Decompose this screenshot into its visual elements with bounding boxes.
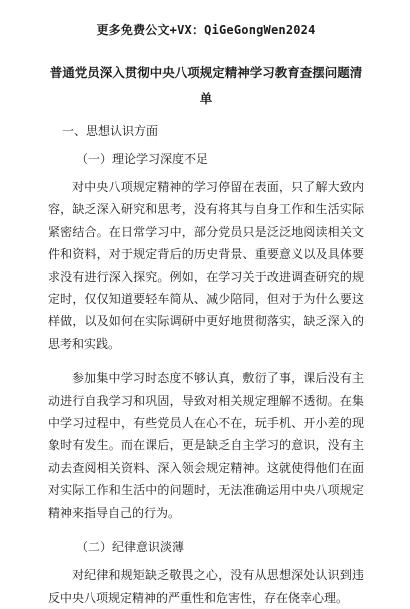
document-title: 普通党员深入贯彻中央八项规定精神学习教育查摆问题清单 (49, 65, 363, 106)
paragraph: 对纪律和规矩缺乏敬畏之心，没有从思想深处认识到违反中央八项规定精神的严重性和危害性，存在侥幸心理。 (48, 568, 364, 605)
paragraph: 参加集中学习时态度不够认真，敷衍了事，课后没有主动进行自我学习和巩固，导致对相关规定理解不透彻。在集中学习过程中，有些党员人在心不在，玩手机、开小差的现象时有发生。而在课后，更是缺乏自主学习的意识，没有主动去查阅相关资料、深入领会规定精神。这就使得他们在面对实际工作和生活中的问题时，无法准确运用中央八项规定精神来指导自己的行为。 (48, 371, 364, 520)
subsection-heading: （二）纪律意识淡薄 (76, 540, 185, 555)
paragraph: 对中央八项规定精神的学习停留在表面，只了解大致内容，缺乏深入研究和思考，没有将其与自身工作和生活实际紧密结合。在日常学习中，部分党员只是泛泛地阅读相关文件和资料，对于规定背后的历史背景、重要意义以及具体要求没有进行深入探究。例如，在学习关于改进调查研究的规定时，仅仅知道要轻车简从、减少陪同，但对于为什么要这样做，以及如何在实际调研中更好地贯彻落实，缺乏深入的思考和实践。 (48, 180, 364, 351)
section-heading: 一、思想认识方面 (62, 124, 159, 138)
promo-header: 更多免费公文+VX：QiGeGongWen2024 (96, 23, 316, 37)
subsection-heading: （一）理论学习深度不足 (76, 152, 209, 166)
